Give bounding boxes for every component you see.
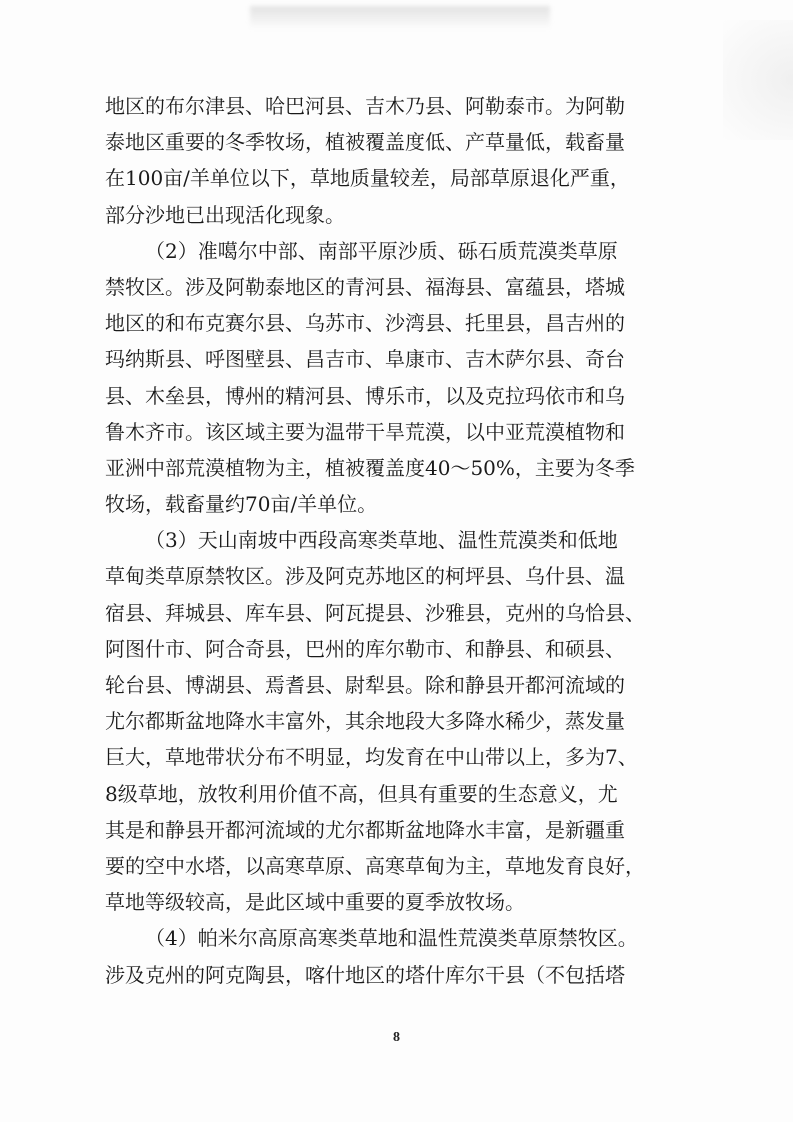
text-line: 涉及克州的阿克陶县，喀什地区的塔什库尔干县（不包括塔 bbox=[105, 962, 625, 987]
text-line: 县、木垒县，博州的精河县、博乐市，以及克拉玛依市和乌 bbox=[105, 383, 625, 408]
text-line: 其是和静县开都河流域的尤尔都斯盆地降水丰富，是新疆重 bbox=[105, 817, 625, 842]
paragraph-heading-line: （4）帕米尔高原高寒类草地和温性荒漠类草原禁牧区。 bbox=[145, 926, 638, 951]
paragraph-heading-line: （3）天山南坡中西段高寒类草地、温性荒漠类和低地 bbox=[145, 528, 618, 553]
text-line: 地区的布尔津县、哈巴河县、吉木乃县、阿勒泰市。为阿勒 bbox=[105, 94, 625, 118]
text-line: 在100亩/羊单位以下，草地质量较差，局部草原退化严重， bbox=[105, 166, 630, 191]
text-line: 牧场，载畜量约70亩/羊单位。 bbox=[105, 492, 378, 517]
scan-smudge bbox=[723, 20, 793, 140]
text-line: 尤尔都斯盆地降水丰富外，其余地段大多降水稀少，蒸发量 bbox=[105, 709, 625, 734]
text-line: 8级草地，放牧利用价值不高，但具有重要的生态意义，尤 bbox=[105, 781, 618, 806]
text-line: 亚洲中部荒漠植物为主，植被覆盖度40～50%，主要为冬季 bbox=[105, 455, 635, 480]
page-number: 8 bbox=[393, 1030, 400, 1045]
scan-shadow bbox=[250, 6, 550, 28]
text-line: 草甸类草原禁牧区。涉及阿克苏地区的柯坪县、乌什县、温 bbox=[105, 564, 625, 589]
text-line: 轮台县、博湖县、焉耆县、尉犁县。除和静县开都河流域的 bbox=[105, 673, 625, 697]
text-line: 禁牧区。涉及阿勒泰地区的青河县、福海县、富蕴县，塔城 bbox=[105, 274, 625, 299]
text-line: 鲁木齐市。该区域主要为温带干旱荒漠，以中亚荒漠植物和 bbox=[105, 419, 625, 444]
text-line: 部分沙地已出现活化现象。 bbox=[105, 202, 345, 227]
text-line: 巨大，草地带状分布不明显，均发育在中山带以上，多为7、 bbox=[105, 745, 638, 770]
text-line: 要的空中水塔，以高寒草原、高寒草甸为主，草地发育良好， bbox=[105, 853, 645, 878]
text-line: 阿图什市、阿合奇县，巴州的库尔勒市、和静县、和硕县、 bbox=[105, 636, 625, 661]
text-line: 泰地区重要的冬季牧场，植被覆盖度低、产草量低，载畜量 bbox=[105, 130, 625, 155]
paragraph-heading-line: （2）准噶尔中部、南部平原沙质、砾石质荒漠类草原 bbox=[145, 238, 618, 263]
text-line: 地区的和布克赛尔县、乌苏市、沙湾县、托里县，昌吉州的 bbox=[105, 311, 625, 336]
text-line: 草地等级较高，是此区域中重要的夏季放牧场。 bbox=[105, 890, 525, 915]
body-text bbox=[105, 88, 675, 993]
text-line: 玛纳斯县、呼图壁县、昌吉市、阜康市、吉木萨尔县、奇台 bbox=[105, 347, 625, 372]
text-line: 宿县、拜城县、库车县、阿瓦提县、沙雅县，克州的乌恰县、 bbox=[105, 600, 645, 625]
